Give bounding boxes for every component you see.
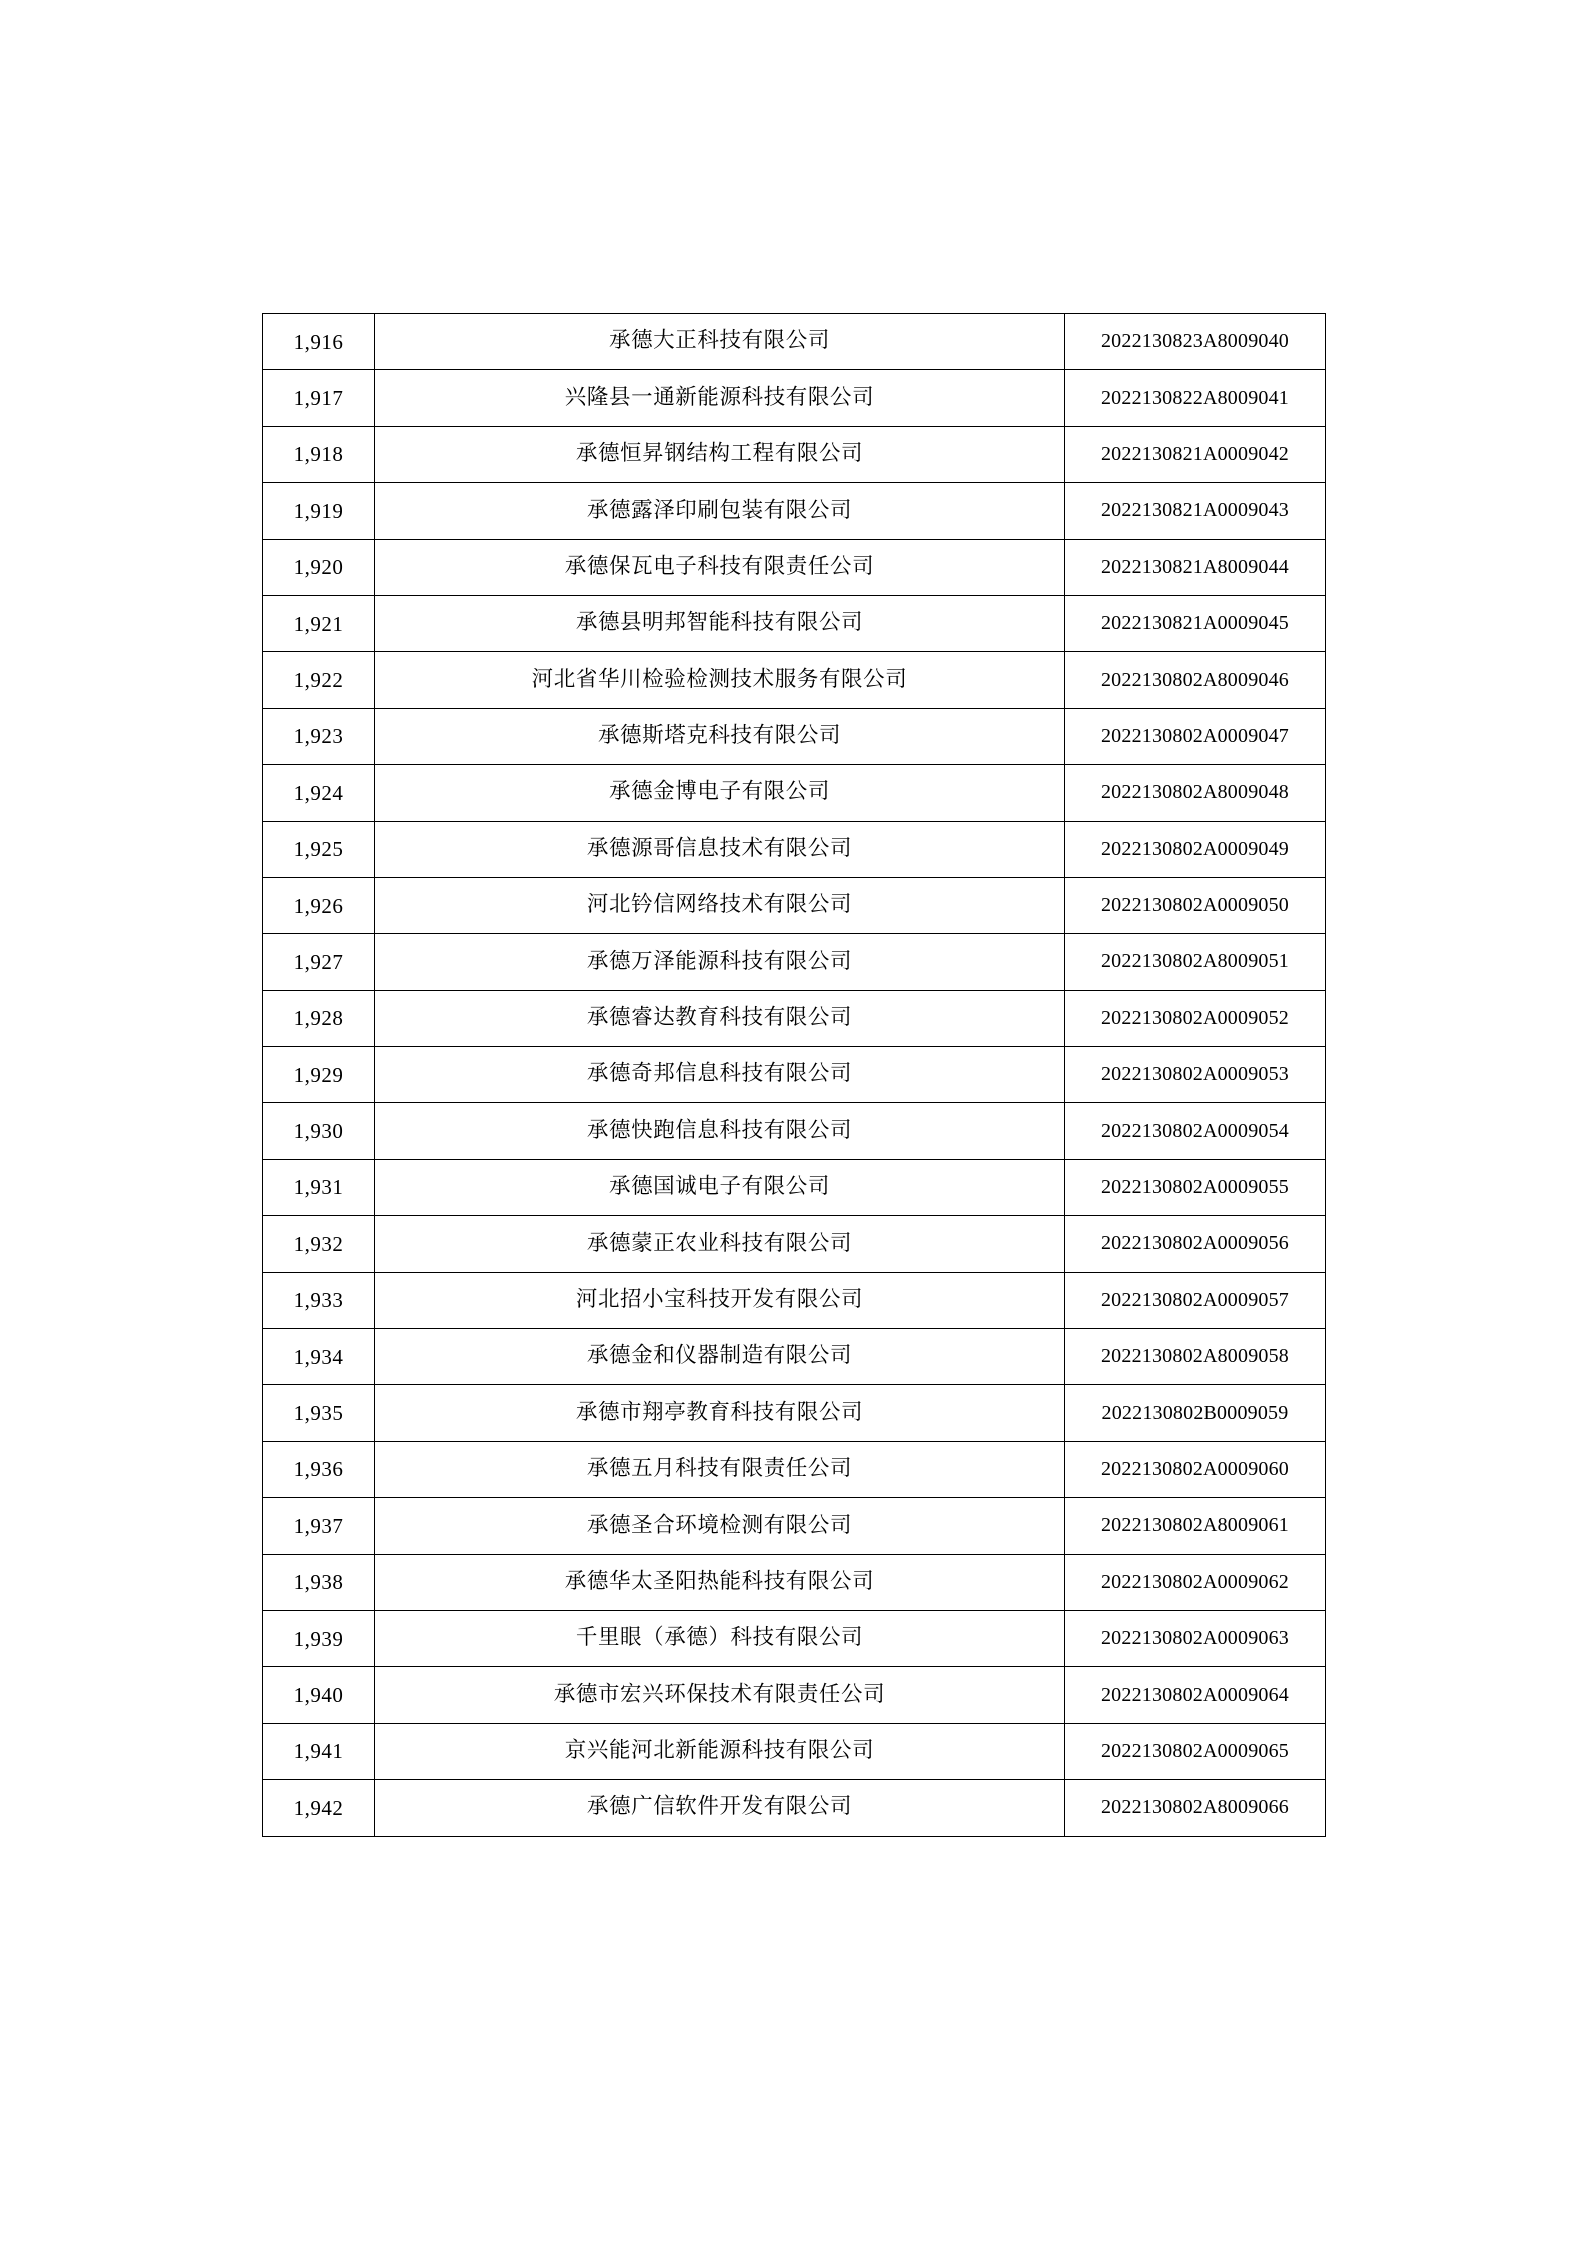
company-name-cell: 承德睿达教育科技有限公司 [375,990,1065,1046]
registration-code-cell: 2022130802A8009066 [1065,1780,1326,1836]
table-row [263,483,1326,539]
row-index-cell: 1,934 [263,1329,375,1385]
table-row [263,370,1326,426]
company-name-cell: 千里眼（承德）科技有限公司 [375,1610,1065,1666]
company-name-cell: 承德奇邦信息科技有限公司 [375,1047,1065,1103]
registration-code-cell: 2022130802A8009061 [1065,1498,1326,1554]
row-index-cell: 1,927 [263,934,375,990]
table-row [263,1103,1326,1159]
company-name-cell: 河北招小宝科技开发有限公司 [375,1272,1065,1328]
registration-code-cell: 2022130821A0009043 [1065,483,1326,539]
company-name-cell: 承德源哥信息技术有限公司 [375,821,1065,877]
registration-code-cell: 2022130802A0009062 [1065,1554,1326,1610]
table-row [263,877,1326,933]
registration-code-cell: 2022130802A0009053 [1065,1047,1326,1103]
company-name-cell: 京兴能河北新能源科技有限公司 [375,1723,1065,1779]
row-index-cell: 1,929 [263,1047,375,1103]
table-row [263,1780,1326,1836]
table-row [263,1441,1326,1497]
registration-code-cell: 2022130802A8009058 [1065,1329,1326,1385]
row-index-cell: 1,937 [263,1498,375,1554]
row-index-cell: 1,923 [263,708,375,764]
registration-code-cell: 2022130802A0009060 [1065,1441,1326,1497]
company-name-cell: 承德金博电子有限公司 [375,765,1065,821]
table-row [263,708,1326,764]
row-index-cell: 1,920 [263,539,375,595]
row-index-cell: 1,930 [263,1103,375,1159]
row-index-cell: 1,918 [263,426,375,482]
registration-code-cell: 2022130802A0009047 [1065,708,1326,764]
company-name-cell: 承德华太圣阳热能科技有限公司 [375,1554,1065,1610]
table-row [263,1554,1326,1610]
table-row [263,652,1326,708]
row-index-cell: 1,925 [263,821,375,877]
company-name-cell: 承德大正科技有限公司 [375,314,1065,370]
row-index-cell: 1,935 [263,1385,375,1441]
table-row [263,1159,1326,1215]
company-name-cell: 承德市宏兴环保技术有限责任公司 [375,1667,1065,1723]
company-name-cell: 承德市翔亭教育科技有限公司 [375,1385,1065,1441]
registration-code-cell: 2022130802A0009055 [1065,1159,1326,1215]
registration-code-cell: 2022130802A0009052 [1065,990,1326,1046]
table-row [263,765,1326,821]
table-row [263,595,1326,651]
company-name-cell: 承德斯塔克科技有限公司 [375,708,1065,764]
row-index-cell: 1,940 [263,1667,375,1723]
table-row [263,1216,1326,1272]
row-index-cell: 1,932 [263,1216,375,1272]
company-name-cell: 承德金和仪器制造有限公司 [375,1329,1065,1385]
registration-code-cell: 2022130802A8009051 [1065,934,1326,990]
registration-code-cell: 2022130802A8009048 [1065,765,1326,821]
table-row [263,1667,1326,1723]
registration-code-cell: 2022130802A0009065 [1065,1723,1326,1779]
company-name-cell: 河北钤信网络技术有限公司 [375,877,1065,933]
table-row [263,1385,1326,1441]
row-index-cell: 1,938 [263,1554,375,1610]
table-row [263,990,1326,1046]
registration-code-cell: 2022130802A8009046 [1065,652,1326,708]
registration-code-cell: 2022130802A0009054 [1065,1103,1326,1159]
row-index-cell: 1,933 [263,1272,375,1328]
company-name-cell: 承德国诚电子有限公司 [375,1159,1065,1215]
table-row [263,539,1326,595]
row-index-cell: 1,921 [263,595,375,651]
registration-code-cell: 2022130802A0009050 [1065,877,1326,933]
registration-code-cell: 2022130802A0009057 [1065,1272,1326,1328]
table-row [263,314,1326,370]
company-listing-table-body [263,314,1326,1837]
registration-code-cell: 2022130802A0009056 [1065,1216,1326,1272]
registration-code-cell: 2022130802B0009059 [1065,1385,1326,1441]
table-row [263,1498,1326,1554]
registration-code-cell: 2022130802A0009049 [1065,821,1326,877]
company-name-cell: 承德保瓦电子科技有限责任公司 [375,539,1065,595]
company-name-cell: 承德广信软件开发有限公司 [375,1780,1065,1836]
row-index-cell: 1,941 [263,1723,375,1779]
row-index-cell: 1,922 [263,652,375,708]
row-index-cell: 1,936 [263,1441,375,1497]
row-index-cell: 1,928 [263,990,375,1046]
row-index-cell: 1,924 [263,765,375,821]
company-name-cell: 承德五月科技有限责任公司 [375,1441,1065,1497]
registration-code-cell: 2022130823A8009040 [1065,314,1326,370]
table-row [263,1272,1326,1328]
table-row [263,426,1326,482]
row-index-cell: 1,931 [263,1159,375,1215]
company-name-cell: 河北省华川检验检测技术服务有限公司 [375,652,1065,708]
row-index-cell: 1,939 [263,1610,375,1666]
table-row [263,821,1326,877]
table-row [263,1723,1326,1779]
row-index-cell: 1,919 [263,483,375,539]
registration-code-cell: 2022130802A0009063 [1065,1610,1326,1666]
company-name-cell: 承德露泽印刷包装有限公司 [375,483,1065,539]
row-index-cell: 1,942 [263,1780,375,1836]
company-listing-table [262,313,1326,1837]
company-name-cell: 兴隆县一通新能源科技有限公司 [375,370,1065,426]
table-row [263,1047,1326,1103]
company-name-cell: 承德蒙正农业科技有限公司 [375,1216,1065,1272]
registration-code-cell: 2022130821A0009042 [1065,426,1326,482]
company-name-cell: 承德圣合环境检测有限公司 [375,1498,1065,1554]
row-index-cell: 1,917 [263,370,375,426]
table-row [263,1329,1326,1385]
company-name-cell: 承德快跑信息科技有限公司 [375,1103,1065,1159]
row-index-cell: 1,916 [263,314,375,370]
row-index-cell: 1,926 [263,877,375,933]
registration-code-cell: 2022130821A0009045 [1065,595,1326,651]
registration-code-cell: 2022130822A8009041 [1065,370,1326,426]
table-row [263,934,1326,990]
company-name-cell: 承德县明邦智能科技有限公司 [375,595,1065,651]
table-row [263,1610,1326,1666]
registration-code-cell: 2022130821A8009044 [1065,539,1326,595]
company-listing-table-wrapper [262,313,1325,1837]
company-name-cell: 承德万泽能源科技有限公司 [375,934,1065,990]
company-name-cell: 承德恒昇钢结构工程有限公司 [375,426,1065,482]
registration-code-cell: 2022130802A0009064 [1065,1667,1326,1723]
